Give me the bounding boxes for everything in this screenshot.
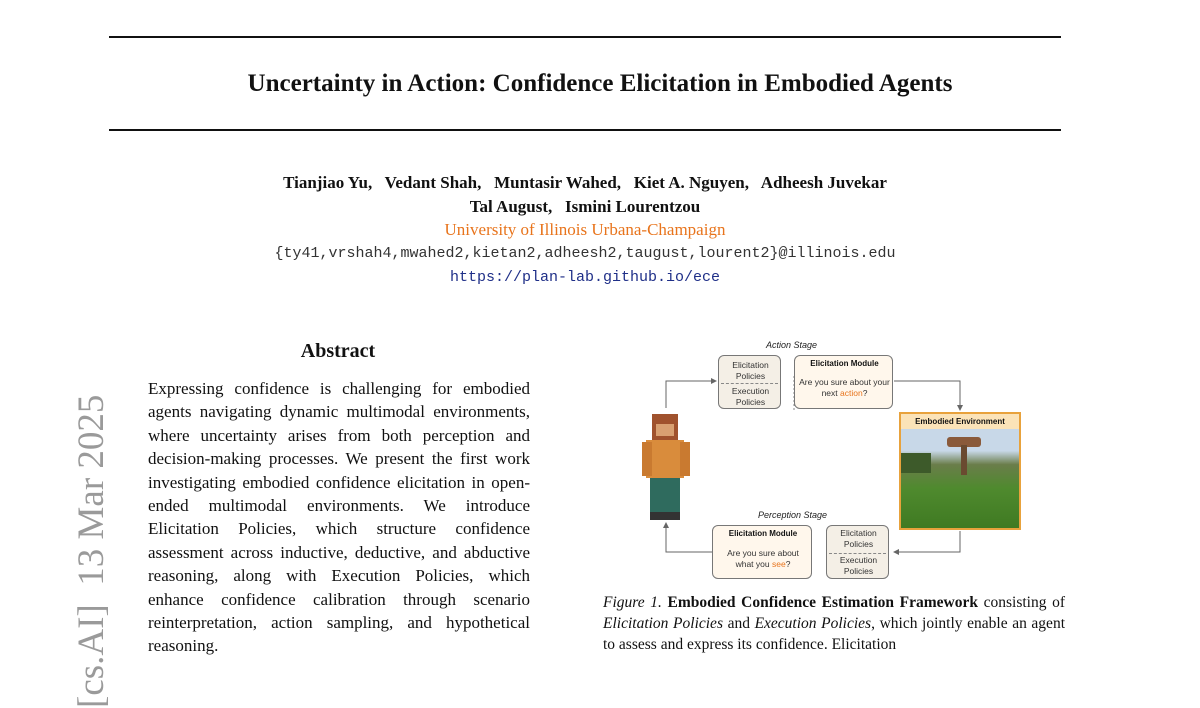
project-url-link[interactable]: https://plan-lab.github.io/ece: [449, 269, 721, 286]
paper-title: Uncertainty in Action: Confidence Elicitation in Embodied Agents: [247, 70, 953, 97]
author-emails: {ty41,vrshah4,mwahed2,kietan2,adheesh2,taugust,lourent2}@illinois.edu: [274, 245, 896, 262]
environment-label: Embodied Environment: [901, 414, 1019, 429]
abstract-body: Expressing confidence is challenging for embodied agents navigating dynamic multimodal environments, where uncertainty arises from both perception and decision-making processes. We present the first work investigating embodied confidence elicitation in open-ended multimodal environments. We introduce Elicitation Policies, which structure confidence assessment across inductive, deductive, and abductive reasoning, along with Execution Policies, which enhance confidence calibration through scenario reinterpretation, action sampling, and hypothetical reasoning.: [148, 379, 530, 656]
perception-policies-divider: [829, 553, 886, 554]
agent-character-image: [642, 414, 690, 520]
action-stage-label: Action Stage: [766, 340, 818, 350]
perception-policies-box: [826, 525, 889, 579]
top-rule: [109, 36, 1061, 38]
action-question: Are you sure about your next action?: [799, 377, 890, 398]
figure-caption: Figure 1. Embodied Confidence Estimation Framework consisting of Elicitation Policies and Execution Policies, which jointly enable an agent to assess and express its confidence. Elicitation: [603, 594, 1065, 653]
execution-policies-label: Execution Policies: [731, 386, 770, 407]
perception-question: Are you sure about what you see?: [727, 548, 799, 569]
perception-execution-policies-label: Execution Policies: [839, 555, 878, 576]
action-policies-box: [718, 355, 781, 409]
action-elicitation-module: [794, 355, 893, 409]
arxiv-side-stamp: [12, 318, 112, 708]
bottom-rule: [109, 129, 1061, 131]
caption-title: Embodied Confidence Estimation Framework: [667, 594, 978, 611]
arxiv-stamp-text: [cs.AI] 13 Mar 2025: [71, 394, 112, 708]
embodied-environment-panel: [899, 412, 1021, 530]
framework-figure: [636, 338, 1026, 584]
perception-elicitation-policies-label: Elicitation Policies: [840, 528, 877, 549]
environment-scene-image: [901, 429, 1019, 528]
perception-module-title: Elicitation Module: [728, 529, 798, 538]
policies-divider: [721, 383, 778, 384]
caption-label: Figure 1.: [603, 594, 662, 611]
elicitation-policies-label: Elicitation Policies: [732, 360, 769, 381]
authors-line-2: Tal August, Ismini Lourentzou: [469, 197, 701, 216]
authors-line-1: Tianjiao Yu, Vedant Shah, Muntasir Wahed, Kiet A. Nguyen, Adheesh Juvekar: [283, 173, 887, 192]
abstract-heading: Abstract: [300, 340, 376, 362]
affiliation: University of Illinois Urbana-Champaign: [444, 220, 726, 239]
perception-stage-label: Perception Stage: [758, 510, 828, 520]
action-module-title: Elicitation Module: [810, 359, 879, 368]
perception-elicitation-module: [712, 525, 812, 579]
